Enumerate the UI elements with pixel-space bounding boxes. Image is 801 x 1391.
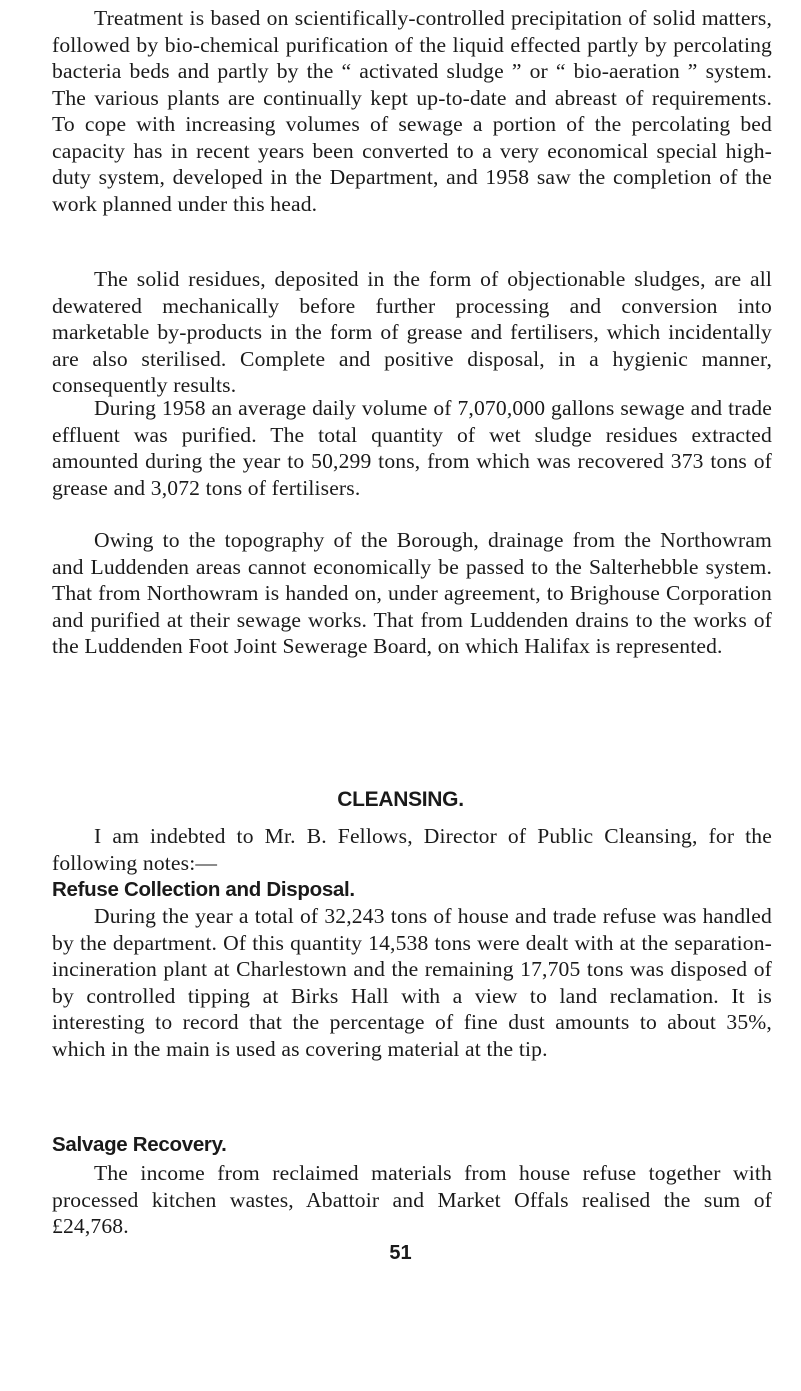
paragraph-topography: Owing to the topography of the Borough, drainage from the Northowram and Luddenden areas cannot economically be passed to the Salterhebble system. That from Northowram is handed on, under agreement, to Brighouse Corporation and purified at their sewage works. That from Luddenden drains to the works of the Luddenden Foot Joint Sewerage Board, on which Halifax is represented. [52, 528, 772, 658]
salvage-recovery-heading: Salvage Recovery. [52, 1133, 227, 1156]
paragraph-refuse-collection: During the year a total of 32,243 tons of house and trade refuse was handled by the department. Of this quantity 14,538 tons were dealt with at the separation-incineration plant at Charlestown and the remaining 17,705 tons was disposed of by controlled tipping at Birks Hall with a view to land reclamation. It is interesting to record that the percentage of fine dust amounts to about 35%, which in the main is used as covering material at the tip. [52, 904, 772, 1061]
refuse-collection-heading: Refuse Collection and Disposal. [52, 878, 355, 901]
paragraph-solid-residues: The solid residues, deposited in the form of objectionable sludges, are all dewatered mechanically before further processing and conversion into marketable by-products in the form of grease and fertilisers, which incidentally are also sterilised. Complete and positive disposal, in a hygienic manner, consequently results. [52, 267, 772, 397]
paragraph-treatment: Treatment is based on scientifically-controlled precipitation of solid matters, followed by bio-chemical purification of the liquid effected partly by percolating bacteria beds and partly by the “ activated sludge ” or “ bio-aeration ” system. The various plants are continually kept up-to-date and abreast of requirements. To cope with increasing volumes of sewage a portion of the percolating bed capacity has in recent years been converted to a very economical special high-duty system, developed in the Department, and 1958 saw the completion of the work planned under this head. [52, 6, 772, 216]
paragraph-daily-volume: During 1958 an average daily volume of 7,070,000 gallons sewage and trade effluent was purified. The total quantity of wet sludge residues extracted amounted during the year to 50,299 tons, from which was recovered 373 tons of grease and 3,072 tons of fertilisers. [52, 396, 772, 500]
paragraph-cleansing-intro: I am indebted to Mr. B. Fellows, Director of Public Cleansing, for the following notes:— [52, 824, 772, 875]
page-number: 51 [389, 1242, 412, 1264]
paragraph-salvage-recovery: The income from reclaimed materials from house refuse together with processed kitchen wastes, Abattoir and Market Offals realised the sum of £24,768. [52, 1161, 772, 1238]
cleansing-heading: CLEANSING. [337, 788, 464, 811]
